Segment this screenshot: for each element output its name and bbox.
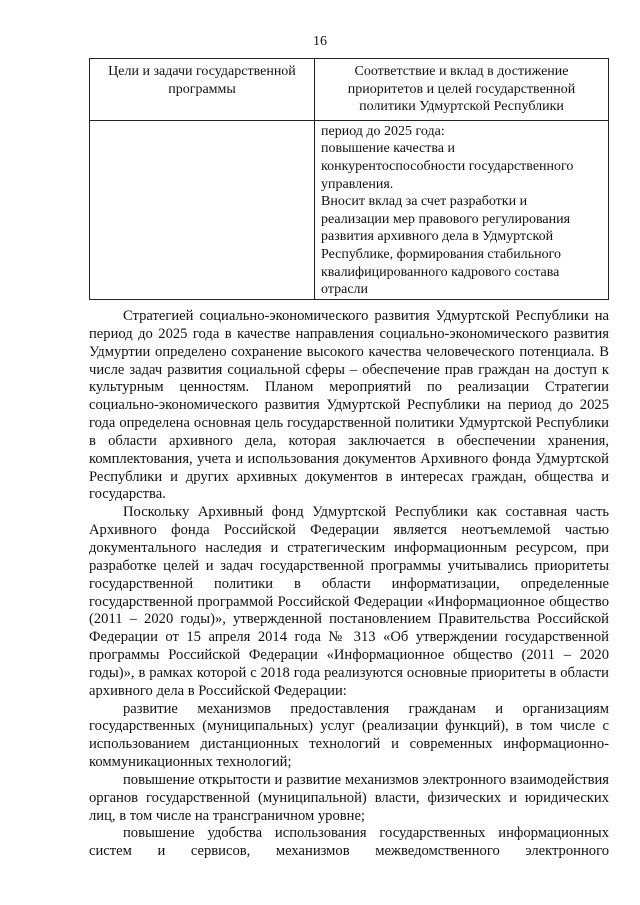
cell-line: реализации мер правового регулирования	[321, 211, 571, 227]
page-number: 16	[313, 34, 327, 49]
header-priorities-contribution	[315, 59, 609, 121]
cell-line: развития архивного дела в Удмуртской	[321, 229, 554, 245]
body-text	[89, 308, 609, 861]
paragraph-priority-usability: повышение удобства использования государственных информационных систем и сервисов, механизмов межведомственного электронного	[89, 825, 609, 860]
table-cell-goals	[90, 120, 315, 299]
paragraph-priority-services: развитие механизмов предоставления гражданам и организациям государственных (муниципальных) услуг (реализации функций), в том числе с использованием дистанционных технологий и современных информационно-коммуникационных технологий;	[89, 700, 609, 771]
cell-line: отрасли	[321, 282, 369, 298]
header-right-line: приоритетов и целей государственной	[347, 81, 576, 97]
paragraph-archival-fund: Поскольку Архивный фонд Удмуртской Республики как составная часть Архивного фонда Российской Федерации является неотъемлемой частью документального наследия и стратегическим информационным ресурсом, при разработке целей и задач государственной программы учитывались приоритеты государственной политики в области информатизации, определенные государственной программой Российской Федерации «Информационное общество (2011 – 2020 годы)», утвержденной постановлением Правительства Российской Федерации от 15 апреля 2014 года № 313 «Об утверждении государственной программы Российской Федерации «Информационное общество (2011 – 2020 годы)», в рамках которой с 2018 года реализуются основные приоритеты в области архивного дела в Российской Федерации:	[89, 504, 609, 699]
header-right-line: Соответствие и вклад в достижение	[354, 64, 569, 79]
cell-line: управления.	[321, 176, 394, 192]
paragraph-priority-openness: повышение открытости и развитие механизмов электронного взаимодействия органов государственной (муниципальной) власти, физических и юридических лиц, в том числе на трансграничном уровне;	[89, 771, 609, 824]
paragraph-strategy: Стратегией социально-экономического развития Удмуртской Республики на период до 2025 года в качестве направления социально-экономического развития Удмуртии определено сохранение высокого качества человеческого потенциала. В числе задач развития социальной сферы – обеспечение прав граждан на доступ к культурным ценностям. Планом мероприятий по реализации Стратегии социально-экономического развития Удмуртской Республики на период до 2025 года определена основная цель государственной политики Удмуртской Республики в области архивного дела, которая заключается в обеспечении хранения, комплектования, учета и использования документов Архивного фонда Удмуртской Республики и других архивных документов в интересах граждан, общества и государства.	[89, 308, 609, 503]
table-cell-priorities	[315, 120, 609, 299]
goals-table	[89, 58, 609, 300]
header-right-line: политики Удмуртской Республики	[359, 99, 564, 115]
cell-line: Республике, формирования стабильного	[321, 246, 561, 262]
table-row	[90, 120, 609, 299]
cell-line: повышение качества и	[321, 141, 456, 157]
table-header-row	[90, 59, 609, 121]
cell-line: Вносит вклад за счет разработки и	[321, 194, 528, 210]
cell-line: период до 2025 года:	[321, 123, 445, 139]
header-goals-and-tasks: Цели и задачи государственной программы	[90, 59, 315, 121]
cell-line: конкурентоспособности государственного	[321, 158, 574, 174]
cell-line: квалифицированного кадрового состава	[321, 264, 560, 280]
